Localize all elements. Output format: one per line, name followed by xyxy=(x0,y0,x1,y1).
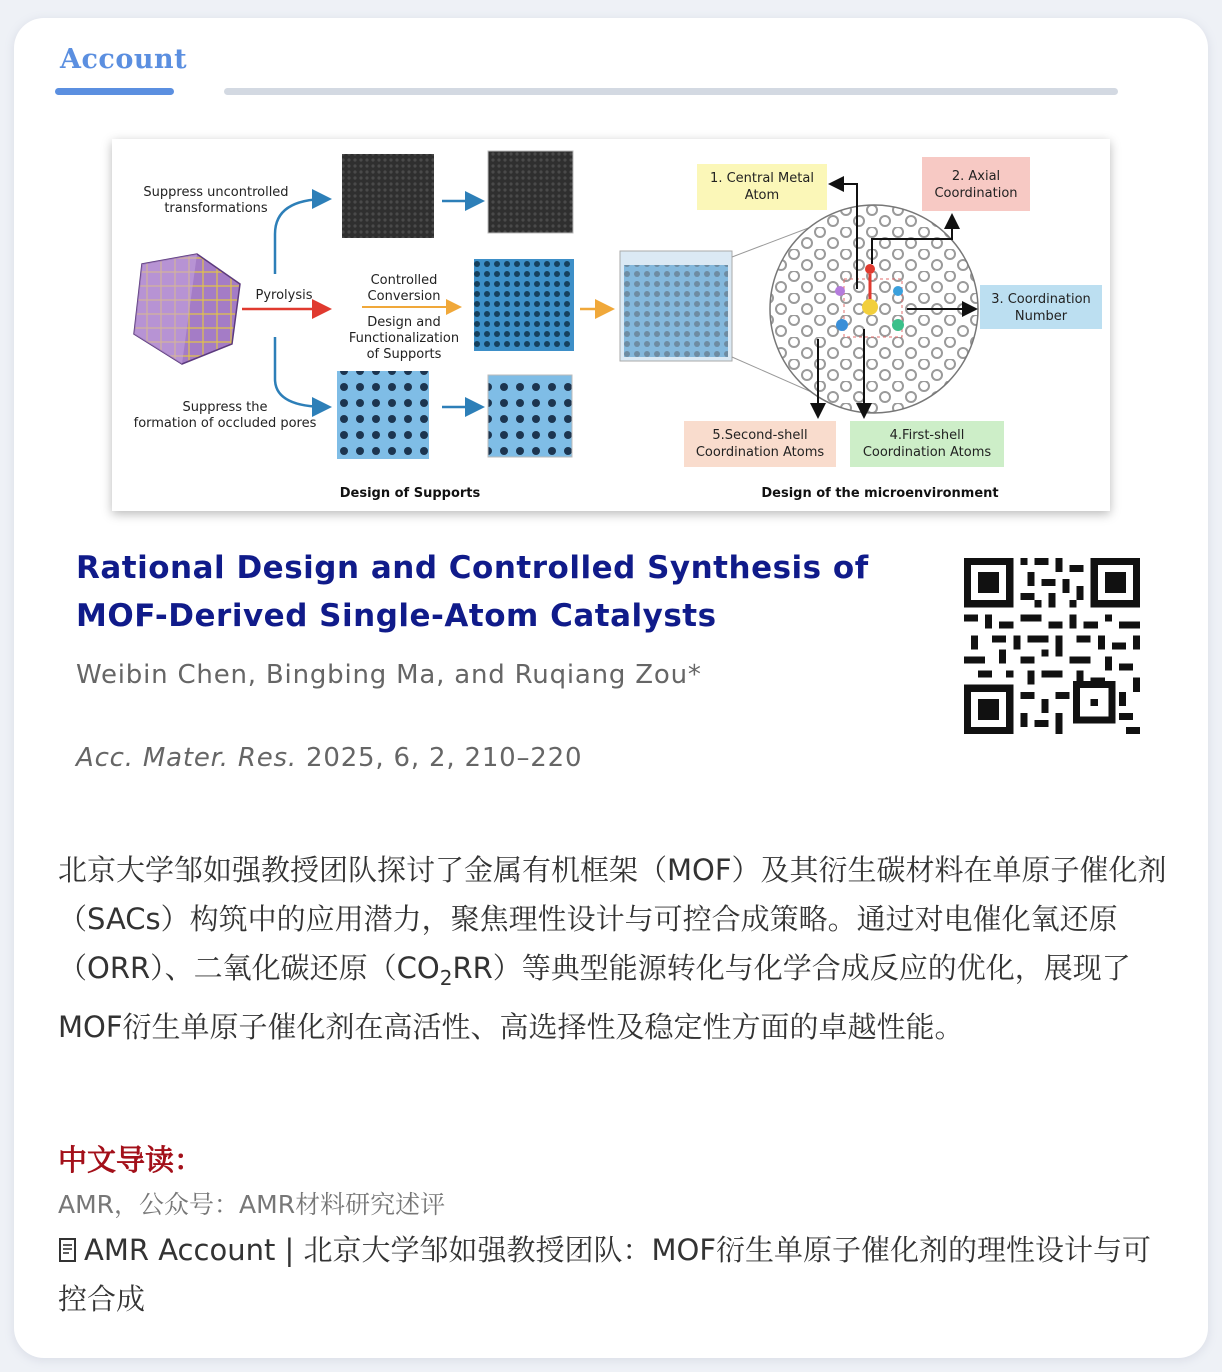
guide-heading: 中文导读： xyxy=(58,1143,204,1177)
article-link[interactable] xyxy=(58,1226,1168,1324)
label-pyrolysis: Pyrolysis xyxy=(255,288,313,303)
label-first-shell-2: Coordination Atoms xyxy=(862,445,992,460)
dark-cube xyxy=(342,154,434,238)
tab-account[interactable]: Account xyxy=(60,44,188,75)
tab-active-indicator xyxy=(55,88,174,95)
label-suppress-uncontrolled-1: Suppress uncontrolled xyxy=(143,185,289,200)
label-axial-1: 2. Axial xyxy=(951,169,1001,184)
label-first-shell-1: 4.First-shell xyxy=(889,428,965,443)
label-design-of-supports: Design of Supports xyxy=(339,486,481,501)
article-link-text: AMR Account | 北京大学邹如强教授团队：MOF衍生单原子催化剂的理性设计与可控合成 xyxy=(58,1233,1152,1316)
label-central-metal-2: Atom xyxy=(744,188,780,203)
dark-cube-result xyxy=(488,151,573,233)
summary-paragraph xyxy=(58,846,1168,1052)
box-axial xyxy=(922,157,1030,211)
paper-citation xyxy=(76,743,582,773)
paper-title-line2: MOF-Derived Single-Atom Catalysts xyxy=(76,598,717,634)
summary-subscript: 2 xyxy=(439,965,453,990)
summary-part2: RR）等典型能源转化与化学合成反应的优化，展现了MOF衍生单原子催化剂在高活性、高选择性及稳定性方面的卓越性能。 xyxy=(58,951,1131,1044)
label-coord-num-2: Number xyxy=(1014,309,1068,324)
document-icon xyxy=(58,1237,78,1263)
hole-cube-result xyxy=(488,375,572,457)
central-metal-atom xyxy=(862,299,878,315)
label-design-2: Functionalization xyxy=(348,331,460,346)
hole-cube xyxy=(337,371,429,459)
label-second-shell-2: Coordination Atoms xyxy=(695,445,825,460)
citation-details: 2025, 6, 2, 210–220 xyxy=(296,743,583,773)
label-axial-2: Coordination xyxy=(934,186,1018,201)
paper-title-line1: Rational Design and Controlled Synthesis of xyxy=(76,550,869,586)
graphical-abstract-svg xyxy=(112,139,1110,511)
tab-track xyxy=(224,88,1118,95)
source-line: AMR，公众号：AMR材料研究述评 xyxy=(58,1190,446,1219)
label-design-3: of Supports xyxy=(366,347,442,362)
label-central-metal-1: 1. Central Metal xyxy=(710,171,814,186)
paper-authors: Weibin Chen, Bingbing Ma, and Ruqiang Zou* xyxy=(76,660,702,690)
arrow-top-branch xyxy=(275,199,327,274)
graphical-abstract-figure xyxy=(112,139,1110,511)
paper-title[interactable] xyxy=(76,544,876,640)
summary-part1: 北京大学邹如强教授团队探讨了金属有机框架（MOF）及其衍生碳材料在单原子催化剂（SACs）构筑中的应用潜力，聚焦理性设计与可控合成策略。通过对电催化氧还原（ORR）、二氧化碳还原（CO xyxy=(58,853,1167,985)
label-suppress-pores-1: Suppress the xyxy=(182,400,268,415)
label-design-of-microenvironment: Design of the microenvironment xyxy=(761,486,999,501)
qr-code[interactable] xyxy=(964,558,1140,734)
label-suppress-pores-2: formation of occluded pores xyxy=(133,416,317,431)
label-controlled-1: Controlled xyxy=(370,273,438,288)
label-design-1: Design and xyxy=(367,315,441,330)
journal-name: Acc. Mater. Res. xyxy=(76,743,297,773)
label-coord-num-1: 3. Coordination xyxy=(991,292,1091,307)
porous-cube xyxy=(474,259,574,351)
label-second-shell-1: 5.Second-shell xyxy=(712,428,808,443)
arrow-bottom-branch xyxy=(275,337,327,407)
label-controlled-2: Conversion xyxy=(367,289,441,304)
label-suppress-uncontrolled-2: transformations xyxy=(164,201,268,216)
